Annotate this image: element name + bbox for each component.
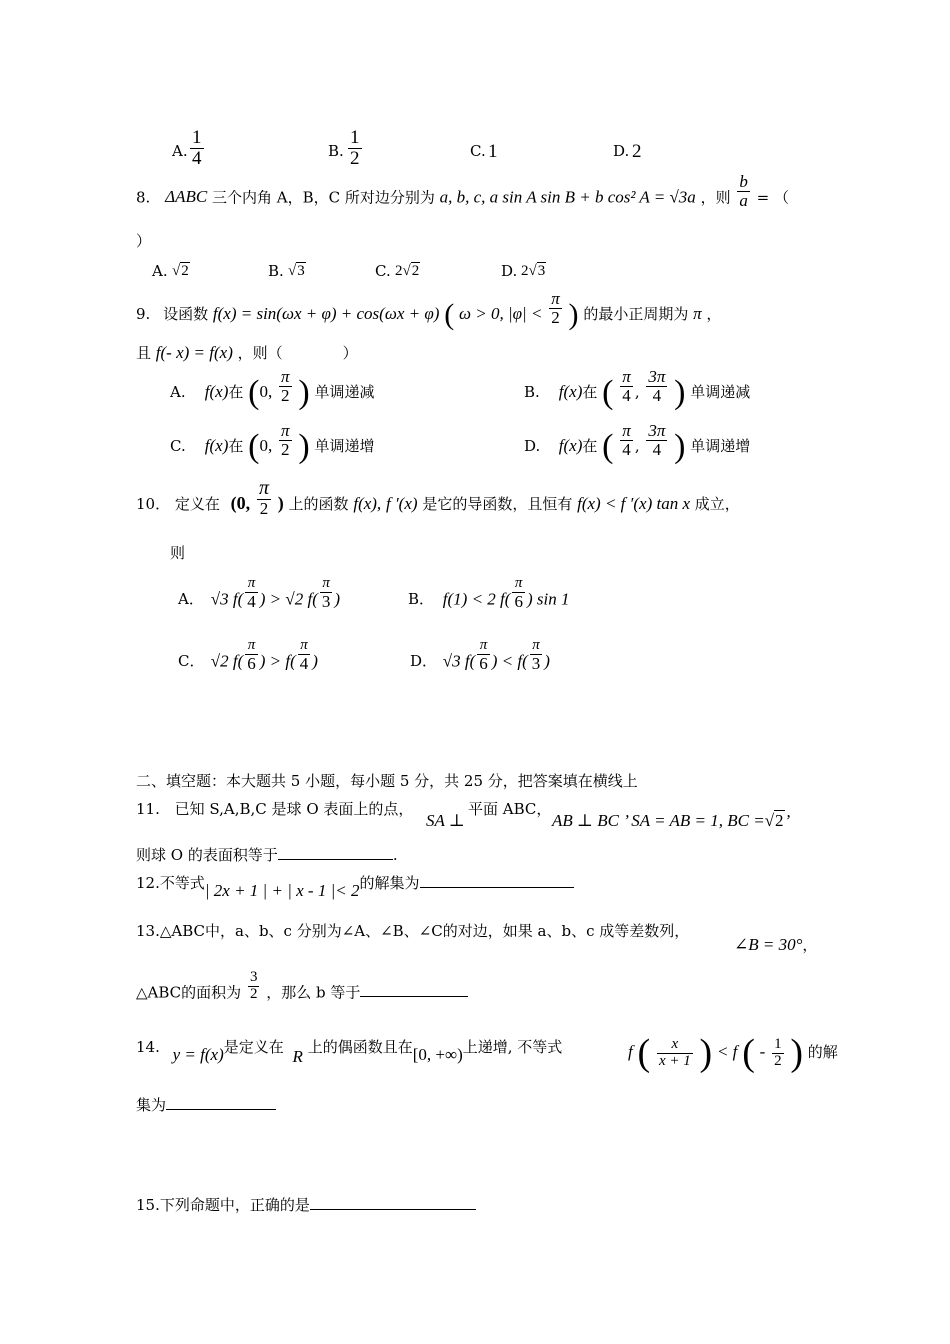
q14-answer-blank[interactable] xyxy=(166,1108,276,1110)
q7-opt-d-label: D. xyxy=(613,142,630,160)
q9-option-c: C. f(x)在 (0, $\frac{\pi}{2}$ ) 单调递增 xyxy=(170,420,375,465)
q11-answer-blank[interactable] xyxy=(278,858,393,860)
q9-condition: ω > 0, |φ| < xyxy=(458,304,543,323)
q15-answer-blank[interactable] xyxy=(310,1208,476,1210)
q7-opt-c-value: 1 xyxy=(488,141,498,162)
q8-opt-a-label: A. xyxy=(152,262,168,280)
q7-opt-b-value: $\frac{1}{2}$ xyxy=(350,127,360,169)
q8-vars: a, b, c, xyxy=(439,187,490,207)
q7-opt-a-value: $\frac{1}{4}$ xyxy=(192,127,202,169)
q9-number: 9. xyxy=(136,305,151,323)
q9-option-a: A. f(x)在 (0, $\frac{\pi}{2}$ ) 单调递减 xyxy=(170,366,375,411)
q9-stem: 9. 设函数 f(x) = sin(ωx + φ) + cos(ωx + φ) ( ω > 0, |φ| < $\frac{\pi}{2}$ ) 的最小正周期为 π ， xyxy=(136,288,722,331)
q11-line2: 则球 O 的表面积等于 . xyxy=(136,846,398,864)
q8-text: 三个内角 A，B，C 所对边分别为 xyxy=(211,188,435,207)
q10-stem: 10． 定义在 (0, $\frac{\pi}{2}$ ) 上的函数 f(x), f ′(x) 是它的导函数，且恒有 f(x) < f ′(x) tan x 成立， xyxy=(136,477,740,518)
q8-ratio: $\frac{b}{a}$ xyxy=(739,172,748,210)
q14-inequality: f ( $\frac{x}{x + 1}$ ) < f ( - $\frac{1}{2}$ ) 的解 xyxy=(628,1032,838,1074)
q8-number: 8. xyxy=(136,188,151,207)
q11-number: 11. xyxy=(136,800,160,818)
q12-stem: 12.不等式| 2x + 1 | + | x - 1 |< 2的解集为 xyxy=(136,874,574,891)
q8-opt-c-label: C. xyxy=(375,262,391,280)
q7-opt-c-label: C. xyxy=(470,142,486,160)
q8-opt-c-value: 2√2 xyxy=(395,263,420,279)
q7-opt-a-label: A. xyxy=(172,142,188,160)
q9-line2: 且 f(- x) = f(x) ，则（ ） xyxy=(136,343,358,362)
q7-opt-d-value: 2 xyxy=(632,141,642,162)
q15-stem: 15.下列命题中，正确的是 xyxy=(136,1198,476,1213)
q13-line2: △ABC的面积为 $\frac{3}{2}$ ，那么 b 等于 xyxy=(136,984,468,1003)
q13-stem: 13.△ABC中，a、b、c 分别为∠A、∠B、∠C的对边，如果 a、b、c 成等差数列， xyxy=(136,922,690,940)
q10-option-a: A． √3 f( $\frac{\pi}{4}$ ) > √2 f( $\frac{\pi}{3}$ ) xyxy=(178,575,341,611)
q11-stem: 11. 已知 S,A,B,C 是球 O 表面上的点， xyxy=(136,800,414,818)
q8-opt-d-label: D. xyxy=(501,262,518,280)
q10-then: 则 xyxy=(170,544,186,562)
q8-stem xyxy=(136,172,790,210)
q8-equation: a sin A sin B + b cos² A = √3a xyxy=(489,187,696,207)
q8-opt-b-label: B. xyxy=(268,262,284,280)
q8-tail: = （ xyxy=(756,188,790,207)
q10-number: 10． xyxy=(136,494,171,513)
q14-stem: 14. y = f(x)是定义在 R 上的偶函数且在[0, +∞)上递增, 不等式 xyxy=(136,1038,563,1066)
section-heading: 二、填空题：本大题共 5 小题，每小题 5 分，共 25 分，把答案填在横线上 xyxy=(136,772,638,790)
q10-option-d: D． √3 f( $\frac{\pi}{6}$ ) < f( $\frac{\pi}{3}$ ) xyxy=(410,637,550,673)
q9-condition-frac: $\frac{\pi}{2}$ xyxy=(551,288,560,327)
q9-period: π xyxy=(693,304,702,323)
q9-text2: 的最小正周期为 xyxy=(583,305,689,323)
q11-plane: 平面 ABC， xyxy=(468,800,552,818)
q10-option-b: B． f(1) < 2 f( $\frac{\pi}{6}$ ) sin 1 xyxy=(408,575,570,611)
q12-inequality: | 2x + 1 | + | x - 1 |< 2 xyxy=(204,881,360,900)
q8-opt-d-value: 2√3 xyxy=(521,263,546,279)
q9-option-b: B. f(x)在 ( $\frac{\pi}{4}$ , $\frac{3\pi}{4}$ ) 单调递减 xyxy=(524,366,751,411)
q11-relations: AB ⊥ BC ’ SA = AB = 1, BC =√2’ xyxy=(552,811,791,830)
q8-opt-a-value: √2 xyxy=(172,263,189,279)
q13-angle: ∠B = 30°， xyxy=(734,935,818,954)
q8-close: ） xyxy=(136,232,152,250)
q13-answer-blank[interactable] xyxy=(360,995,468,997)
q11-sa: SA ⊥ xyxy=(426,811,465,830)
q12-answer-blank[interactable] xyxy=(420,886,574,888)
q14-line2: 集为 xyxy=(136,1098,276,1113)
q9-option-d: D. f(x)在 ( $\frac{\pi}{4}$ , $\frac{3\pi}{4}$ ) 单调递增 xyxy=(524,420,751,465)
q9-function: f(x) = sin(ωx + φ) + cos(ωx + φ) xyxy=(212,304,440,323)
q8-triangle: ΔABC xyxy=(165,187,208,207)
q7-opt-b-label: B. xyxy=(328,142,344,160)
q9-even-cond: f(- x) = f(x) xyxy=(155,343,233,362)
q8-opt-b-value: √3 xyxy=(288,263,305,279)
q8-then: ，则 xyxy=(700,188,731,207)
q10-option-c: C． √2 f( $\frac{\pi}{6}$ ) > f( $\frac{\pi}{4}$ ) xyxy=(178,637,318,673)
q9-text: 设函数 xyxy=(163,305,209,323)
q13-area-frac: $\frac{3}{2}$ xyxy=(249,969,258,1002)
